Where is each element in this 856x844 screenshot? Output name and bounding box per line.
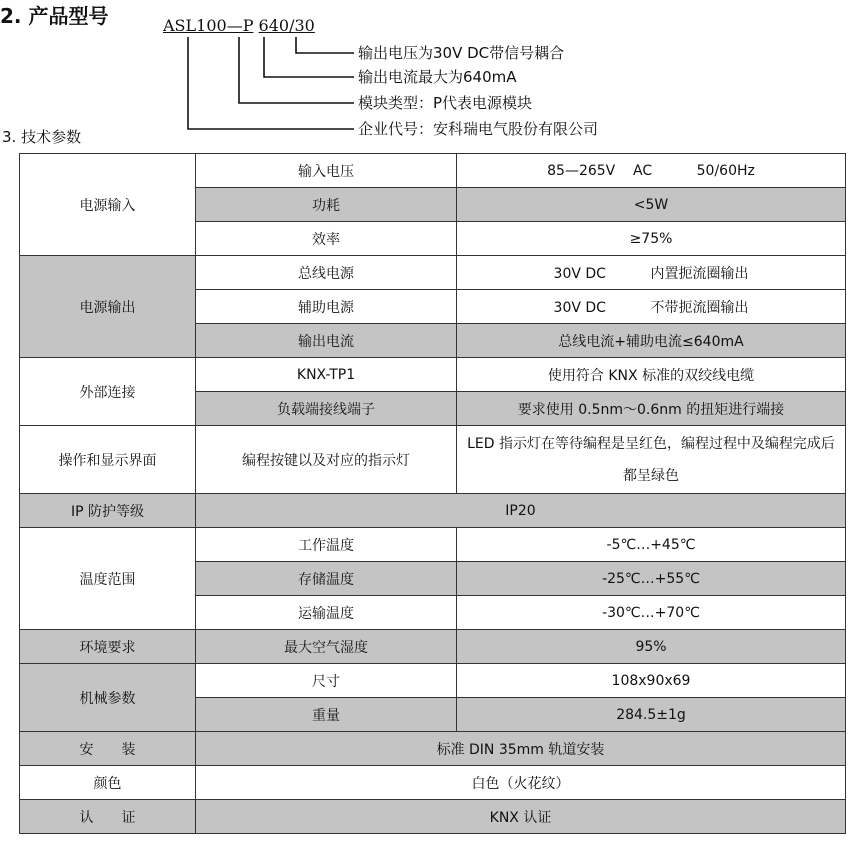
item-cell: 总线电源	[196, 256, 457, 290]
value-cell: 总线电流+辅助电流≤640mA	[457, 324, 846, 358]
value-cell: 标准 DIN 35mm 轨道安装	[196, 732, 846, 766]
category-cell: 颜色	[20, 766, 196, 800]
item-cell: KNX-TP1	[196, 358, 457, 392]
value-cell: 使用符合 KNX 标准的双绞线电缆	[457, 358, 846, 392]
table-row	[20, 800, 846, 834]
item-cell: 效率	[196, 222, 457, 256]
value-cell: <5W	[457, 188, 846, 222]
table-row	[20, 732, 846, 766]
value-cell: 要求使用 0.5nm～0.6nm 的扭矩进行端接	[457, 392, 846, 426]
table-row	[20, 664, 846, 698]
category-cell: 环境要求	[20, 630, 196, 664]
line-company	[188, 37, 354, 129]
item-cell: 输入电压	[196, 154, 457, 188]
value-cell: IP20	[196, 494, 846, 528]
category-cell: IP 防护等级	[20, 494, 196, 528]
item-cell: 编程按键以及对应的指示灯	[196, 426, 457, 494]
value-cell: 108x90x69	[457, 664, 846, 698]
line-current	[264, 37, 354, 77]
table-row	[20, 766, 846, 800]
line-voltage	[296, 37, 354, 53]
value-cell: -30℃…+70℃	[457, 596, 846, 630]
item-cell: 辅助电源	[196, 290, 457, 324]
value-cell: 白色（火花纹）	[196, 766, 846, 800]
spec-table	[19, 153, 846, 834]
value-cell: KNX 认证	[196, 800, 846, 834]
model-part-series: ASL100	[163, 16, 227, 35]
item-cell: 工作温度	[196, 528, 457, 562]
table-row	[20, 426, 846, 494]
category-cell: 认 证	[20, 800, 196, 834]
annotation-output-voltage: 输出电压为30V DC带信号耦合	[358, 44, 565, 62]
value-cell: LED 指示灯在等待编程是呈红色，编程过程中及编程完成后都呈绿色	[457, 426, 846, 494]
section-title-model: 2. 产品型号	[0, 4, 109, 28]
item-cell: 负载端接线端子	[196, 392, 457, 426]
table-row	[20, 154, 846, 188]
category-cell: 机械参数	[20, 664, 196, 732]
category-cell: 温度范围	[20, 528, 196, 630]
item-cell: 重量	[196, 698, 457, 732]
value-cell: 30V DC 不带扼流圈输出	[457, 290, 846, 324]
item-cell: 最大空气湿度	[196, 630, 457, 664]
value-cell: 85—265V AC 50/60Hz	[457, 154, 846, 188]
model-part-output: 640/30	[258, 16, 315, 35]
value-cell: 284.5±1g	[457, 698, 846, 732]
model-part-type: P	[242, 16, 254, 35]
table-row	[20, 528, 846, 562]
annotation-output-current: 输出电流最大为640mA	[358, 68, 517, 86]
item-cell: 功耗	[196, 188, 457, 222]
value-cell: 95%	[457, 630, 846, 664]
value-cell: ≥75%	[457, 222, 846, 256]
item-cell: 输出电流	[196, 324, 457, 358]
table-row	[20, 630, 846, 664]
model-part-dash: —	[226, 16, 243, 35]
category-cell: 安 装	[20, 732, 196, 766]
annotation-company-code: 企业代号：安科瑞电气股份有限公司	[358, 120, 599, 138]
annotation-module-type: 模块类型：P代表电源模块	[358, 94, 533, 112]
item-cell: 尺寸	[196, 664, 457, 698]
value-cell: 30V DC 内置扼流圈输出	[457, 256, 846, 290]
item-cell: 存储温度	[196, 562, 457, 596]
table-row	[20, 494, 846, 528]
value-cell: -5℃…+45℃	[457, 528, 846, 562]
table-row	[20, 256, 846, 290]
category-cell: 电源输出	[20, 256, 196, 358]
category-cell: 操作和显示界面	[20, 426, 196, 494]
value-cell: -25℃…+55℃	[457, 562, 846, 596]
category-cell: 电源输入	[20, 154, 196, 256]
item-cell: 运输温度	[196, 596, 457, 630]
category-cell: 外部连接	[20, 358, 196, 426]
table-row	[20, 358, 846, 392]
section-title-specs: 3. 技术参数	[2, 128, 82, 146]
